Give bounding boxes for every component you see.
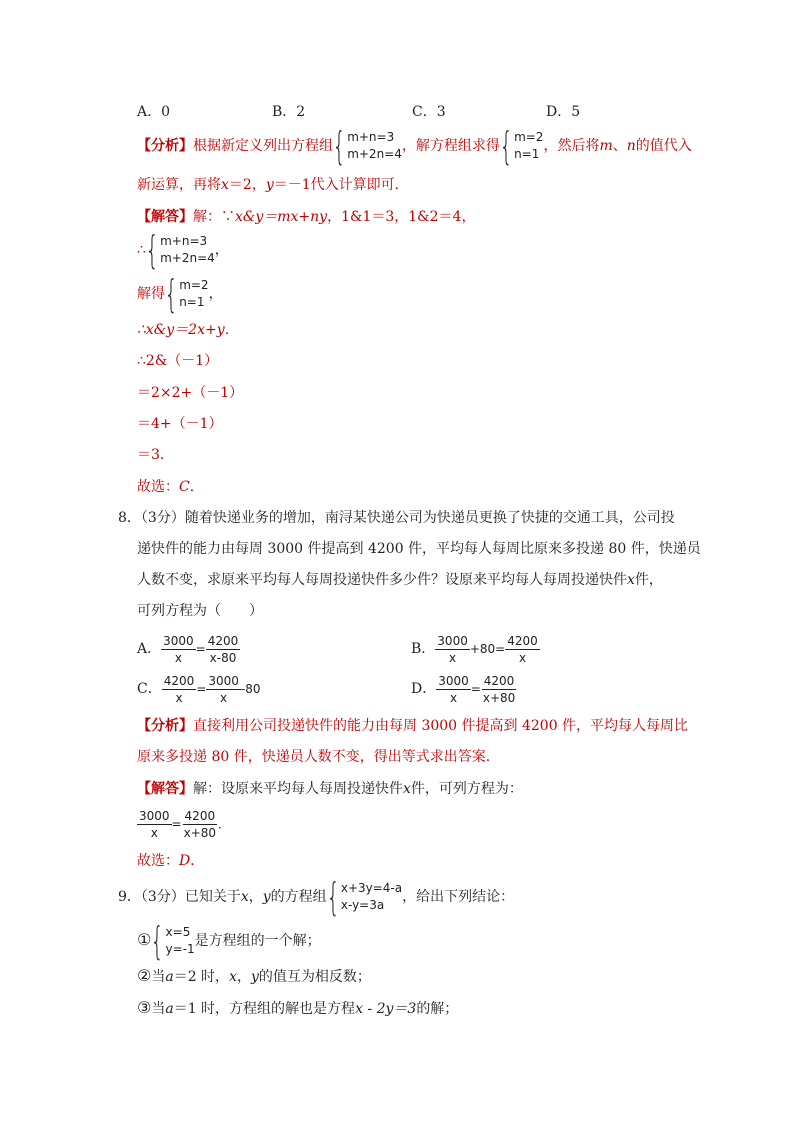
q7-step3: ＝4+（－1）: [137, 416, 223, 432]
brace-icon: {: [499, 124, 513, 168]
q9-stem: 9．（3分）已知关于x，y的方程组 { x+3y=4-a x-y=3a ，给出下列结论：: [118, 875, 515, 919]
analysis-tag: 【分析】: [137, 718, 193, 734]
q8-option-c: C． $\frac{4200}{x}$ = $\frac{3000}{x}$ -80: [137, 673, 261, 705]
q7-option-d: D．5: [546, 104, 581, 120]
q8-analysis-line1: 【分析】直接利用公司投递快件的能力由每周 3000 件提高到 4200 件，平均每人每周比: [137, 718, 689, 734]
answer-tag: 【解答】: [137, 209, 193, 225]
brace-icon: {: [332, 124, 346, 168]
brace-icon: {: [150, 919, 165, 963]
solution-system: { m=2 n=1: [164, 272, 209, 316]
q8-stem-line2: 递快件的能力由每周 3000 件提高到 4200 件，平均每人每周比原来多投递 80 件，快递员: [137, 541, 701, 557]
q8-option-d: D． $\frac{3000}{x}$ = $\frac{4200}{x+80}$: [411, 673, 516, 705]
q8-option-a: A． $\frac{3000}{x}$ = $\frac{4200}{x-80}$: [137, 633, 239, 665]
equation-system: { m+n=3 m+2n=4: [145, 228, 215, 272]
q7-option-a: A．0: [137, 104, 171, 120]
equation-system: { x+3y=4-a x-y=3a: [326, 875, 403, 919]
q7-result-definition: ∴x&y＝2x+y．: [137, 322, 239, 338]
q7-option-b: B．2: [272, 104, 306, 120]
q7-answer-system: ∴ { m+n=3 m+2n=4 ，: [137, 228, 229, 272]
q9-conclusion-3: ③当a＝1 时，方程组的解也是方程x - 2y＝3的解；: [137, 998, 459, 1017]
answer-tag: 【解答】: [137, 781, 193, 797]
equation-system: { m+n=3 m+2n=4: [332, 124, 402, 168]
q7-option-c: C．3: [412, 104, 446, 120]
q8-answer-equation: $\frac{3000}{x}$ = $\frac{4200}{x+80}$ ．: [139, 808, 231, 840]
q8-choice: 故选：D．: [137, 853, 205, 869]
q7-analysis-line1: 【分析】根据新定义列出方程组 { m+n=3 m+2n=4 ，解方程组求得 { m=2 n=1 ，然后将m、n的值代入: [137, 124, 692, 168]
q9-conclusion-2: ②当a＝2 时，x，y的值互为相反数；: [137, 966, 371, 985]
brace-icon: {: [164, 272, 178, 316]
q7-answer-solution: 解得 { m=2 n=1 ，: [137, 272, 223, 316]
q7-step2: ＝2×2+（－1）: [137, 385, 244, 401]
solution-system: { x=5 y=-1: [150, 919, 195, 963]
q8-stem-line3: 人数不变，求原来平均每人每周投递快件多少件？设原来平均每人每周投递快件x件，: [137, 572, 663, 588]
q8-option-b: B． $\frac{3000}{x}$ +80= $\frac{4200}{x}$: [411, 633, 538, 665]
q9-conclusion-1: ① { x=5 y=-1 是方程组的一个解；: [137, 919, 321, 963]
analysis-tag: 【分析】: [137, 138, 193, 154]
q7-step1: ∴2&（－1）: [137, 353, 219, 369]
brace-icon: {: [326, 875, 340, 919]
q8-stem-line4: 可列方程为（ ）: [137, 603, 263, 619]
q7-step4: ＝3．: [137, 447, 174, 463]
q7-analysis-line2: 新运算，再将x＝2，y＝－1代入计算即可．: [137, 177, 409, 193]
solution-system: { m=2 n=1: [499, 124, 544, 168]
brace-icon: {: [145, 228, 159, 272]
q8-stem-line1: 8．（3分）随着快递业务的增加，南浔某快递公司为快递员更换了快捷的交通工具，公司投: [118, 510, 675, 526]
q8-analysis-line2: 原来多投递 80 件，快递员人数不变，得出等式求出答案．: [137, 749, 500, 765]
q7-choice: 故选：C．: [137, 479, 204, 495]
q7-answer-line1: 【解答】解：∵x&y＝mx+ny，1&1＝3，1&2＝4，: [137, 209, 476, 225]
q8-answer-line1: 【解答】解：设原来平均每人每周投递快件x件，可列方程为：: [137, 781, 523, 797]
